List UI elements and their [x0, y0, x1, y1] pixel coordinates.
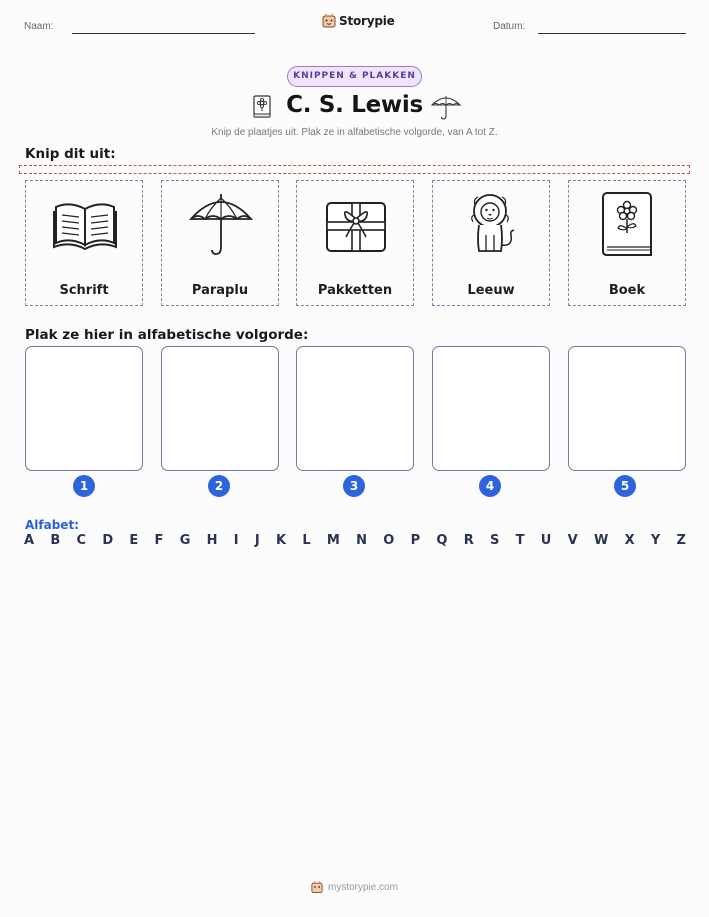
position-number: 3	[343, 475, 365, 497]
position-number: 1	[73, 475, 95, 497]
paste-box[interactable]	[25, 346, 143, 471]
alphabet-letter: J	[254, 533, 260, 548]
alphabet-letter: R	[463, 533, 474, 548]
storypie-logo-icon	[322, 13, 336, 28]
card-label: Leeuw	[467, 283, 515, 298]
alphabet-row	[24, 533, 686, 548]
position-number: 4	[479, 475, 501, 497]
alphabet-letter: D	[102, 533, 114, 548]
footer	[0, 880, 709, 894]
alphabet-label: Alfabet:	[25, 518, 79, 532]
card-label: Boek	[608, 283, 646, 298]
alphabet-letter: C	[76, 533, 87, 548]
paste-box[interactable]	[432, 346, 550, 471]
cut-card[interactable]	[568, 180, 686, 306]
umbrella-icon	[430, 93, 462, 121]
alphabet-letter: F	[154, 533, 164, 548]
footer-url[interactable]: mystorypie.com	[327, 881, 398, 893]
position-number: 2	[208, 475, 230, 497]
umbrella-icon	[186, 189, 256, 259]
alphabet-letter: E	[129, 533, 139, 548]
alphabet-letter: M	[326, 533, 340, 548]
alphabet-letter: K	[276, 533, 287, 548]
activity-tag: KNIPPEN & PLAKKEN	[287, 66, 422, 87]
alphabet-letter: Q	[436, 533, 448, 548]
alphabet-letter: V	[567, 533, 578, 548]
alphabet-letter: H	[206, 533, 218, 548]
date-label: Datum:	[493, 21, 526, 32]
alphabet-letter: T	[515, 533, 525, 548]
alphabet-letter: G	[179, 533, 191, 548]
alphabet-letter: B	[50, 533, 61, 548]
card-label: Pakketten	[317, 283, 393, 298]
alphabet-letter: Z	[676, 533, 686, 548]
paste-box[interactable]	[568, 346, 686, 471]
alphabet-letter: P	[410, 533, 421, 548]
flower-book-icon	[593, 189, 663, 259]
alphabet-letter: A	[24, 533, 35, 548]
title-row	[0, 92, 709, 122]
brand-name: Storypie	[339, 13, 395, 28]
paste-box[interactable]	[296, 346, 414, 471]
storypie-logo-icon	[311, 880, 323, 894]
instructions: Knip de plaatjes uit. Plak ze in alfabetische volgorde, van A tot Z.	[211, 127, 498, 138]
position-number: 5	[614, 475, 636, 497]
cut-line	[19, 165, 690, 174]
open-notebook-icon	[50, 189, 120, 259]
alphabet-letter: W	[593, 533, 609, 548]
cut-heading: Knip dit uit:	[25, 146, 116, 162]
alphabet-letter: Y	[650, 533, 661, 548]
alphabet-letter: S	[490, 533, 500, 548]
date-line[interactable]	[538, 33, 686, 34]
alphabet-letter: X	[624, 533, 635, 548]
alphabet-letter: N	[356, 533, 368, 548]
name-line[interactable]	[72, 33, 255, 34]
worksheet-header	[0, 0, 709, 50]
cut-card[interactable]	[25, 180, 143, 306]
cut-card[interactable]	[296, 180, 414, 306]
paste-box[interactable]	[161, 346, 279, 471]
card-label: Schrift	[59, 283, 109, 298]
brand	[322, 13, 395, 28]
alphabet-letter: O	[383, 533, 395, 548]
card-label: Paraplu	[191, 283, 249, 298]
alphabet-letter: I	[233, 533, 239, 548]
name-label: Naam:	[24, 21, 54, 32]
page-title: C. S. Lewis	[286, 92, 423, 118]
paste-heading: Plak ze hier in alfabetische volgorde:	[25, 327, 309, 343]
lion-icon	[457, 189, 527, 259]
cut-card[interactable]	[432, 180, 550, 306]
alphabet-letter: U	[540, 533, 552, 548]
cut-card[interactable]	[161, 180, 279, 306]
gift-package-icon	[321, 189, 391, 259]
alphabet-letter: L	[302, 533, 311, 548]
